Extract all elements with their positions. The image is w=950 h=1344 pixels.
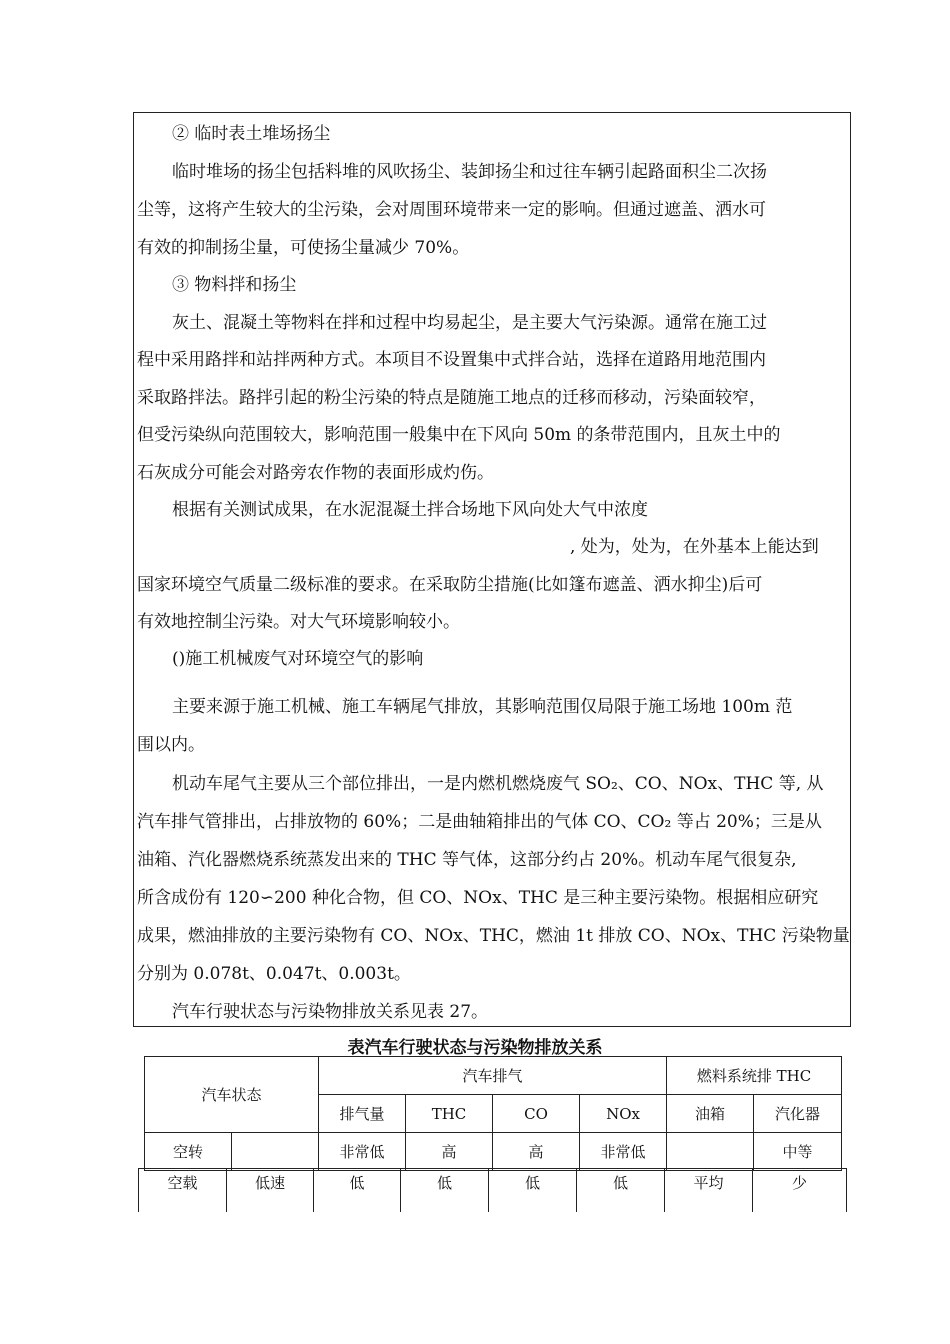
table-cell: 低速 xyxy=(227,1169,314,1213)
paragraph-line: 但受污染纵向范围较大，影响范围一般集中在下风向 50m 的条带范围内，且灰土中的 xyxy=(137,425,781,445)
table-cell: 平均 xyxy=(665,1169,753,1213)
paragraph-line: 所含成份有 120∽200 种化合物，但 CO、NOx、THC 是三种主要污染物。根据相应研究 xyxy=(137,888,819,908)
header-cell: 汽化器 xyxy=(754,1095,842,1133)
header-cell: NOx xyxy=(580,1095,667,1133)
paragraph-line: 汽车排气管排出，占排放物的 60%；二是曲轴箱排出的气体 CO、CO₂ 等占 20%；三是从 xyxy=(137,812,822,832)
frame-break-right xyxy=(850,668,851,682)
table-cell: 空转 xyxy=(145,1133,232,1171)
paragraph-line: 根据有关测试成果，在水泥混凝土拌合场地下风向处大气中浓度 xyxy=(172,500,648,520)
emission-table-continued xyxy=(138,1168,847,1212)
paragraph-line: 临时堆场的扬尘包括料堆的风吹扬尘、装卸扬尘和过往车辆引起路面积尘二次扬 xyxy=(172,162,767,182)
table-cell xyxy=(667,1133,754,1171)
paragraph-line: 有效的抑制扬尘量，可使扬尘量减少 70%。 xyxy=(137,238,470,258)
header-exhaust: 汽车排气 xyxy=(319,1057,667,1095)
table-cell: 少 xyxy=(753,1169,847,1213)
table-cell: 中等 xyxy=(754,1133,842,1171)
paragraph-line: 灰土、混凝土等物料在拌和过程中均易起尘，是主要大气污染源。通常在施工过 xyxy=(172,313,767,333)
paragraph-line: 尘等，这将产生较大的尘污染，会对周围环境带来一定的影响。但通过遮盖、洒水可 xyxy=(137,200,766,220)
paragraph-line: 程中采用路拌和站拌两种方式。本项目不设置集中式拌合站，选择在道路用地范围内 xyxy=(137,350,766,370)
table-row xyxy=(145,1133,842,1171)
table-cell: 非常低 xyxy=(319,1133,406,1171)
table-cell: 低 xyxy=(489,1169,577,1213)
table-cell: 非常低 xyxy=(580,1133,667,1171)
paragraph-line: 围以内。 xyxy=(137,735,205,755)
paragraph-line: 石灰成分可能会对路旁农作物的表面形成灼伤。 xyxy=(137,463,494,483)
paragraph-line: 汽车行驶状态与污染物排放关系见表 27。 xyxy=(172,1002,489,1022)
paragraph-line: 分别为 0.078t、0.047t、0.003t。 xyxy=(137,964,411,984)
subheading-dust-topsoil: ② 临时表土堆场扬尘 xyxy=(172,124,331,144)
header-vehicle-state: 汽车状态 xyxy=(145,1057,319,1133)
subheading-dust-mixing: ③ 物料拌和扬尘 xyxy=(172,275,297,295)
table-cell: 低 xyxy=(577,1169,665,1213)
table-cell: 高 xyxy=(406,1133,493,1171)
table-cell: 高 xyxy=(493,1133,580,1171)
paragraph-line: 国家环境空气质量二级标准的要求。在采取防尘措施(比如篷布遮盖、洒水抑尘)后可 xyxy=(137,575,763,595)
header-cell: THC xyxy=(406,1095,493,1133)
paragraph-line: 采取路拌法。路拌引起的粉尘污染的特点是随施工地点的迁移而移动，污染面较窄， xyxy=(137,388,766,408)
table-cell: 低 xyxy=(401,1169,489,1213)
paragraph-line: 机动车尾气主要从三个部位排出，一是内燃机燃烧废气 SO₂、CO、NOx、THC 等, 从 xyxy=(172,774,824,794)
table-cell xyxy=(232,1133,319,1171)
header-fuel-system: 燃料系统排 THC xyxy=(667,1057,842,1095)
paragraph-line: 有效地控制尘污染。对大气环境影响较小。 xyxy=(137,612,460,632)
subheading-machinery-exhaust: ()施工机械废气对环境空气的影响 xyxy=(172,649,424,669)
table-header-row xyxy=(145,1057,842,1095)
table-title: 表汽车行驶状态与污染物排放关系 xyxy=(347,1038,603,1058)
paragraph-line: 成果，燃油排放的主要污染物有 CO、NOx、THC，燃油 1t 排放 CO、NOx、THC 污染物量 xyxy=(137,926,850,946)
paragraph-line: 油箱、汽化器燃烧系统蒸发出来的 THC 等气体，这部分约占 20%。机动车尾气很复杂, xyxy=(137,850,797,870)
table-cell: 低 xyxy=(314,1169,401,1213)
header-cell: 油箱 xyxy=(667,1095,754,1133)
paragraph-line: 主要来源于施工机械、施工车辆尾气排放，其影响范围仅局限于施工场地 100m 范 xyxy=(172,697,793,717)
header-cell: 排气量 xyxy=(319,1095,406,1133)
table-row xyxy=(139,1169,847,1213)
header-cell: CO xyxy=(493,1095,580,1133)
emission-table xyxy=(144,1056,842,1171)
frame-break-left xyxy=(133,668,134,682)
paragraph-line: , 处为，处为，在外基本上能达到 xyxy=(570,537,819,557)
table-cell: 空载 xyxy=(139,1169,227,1213)
